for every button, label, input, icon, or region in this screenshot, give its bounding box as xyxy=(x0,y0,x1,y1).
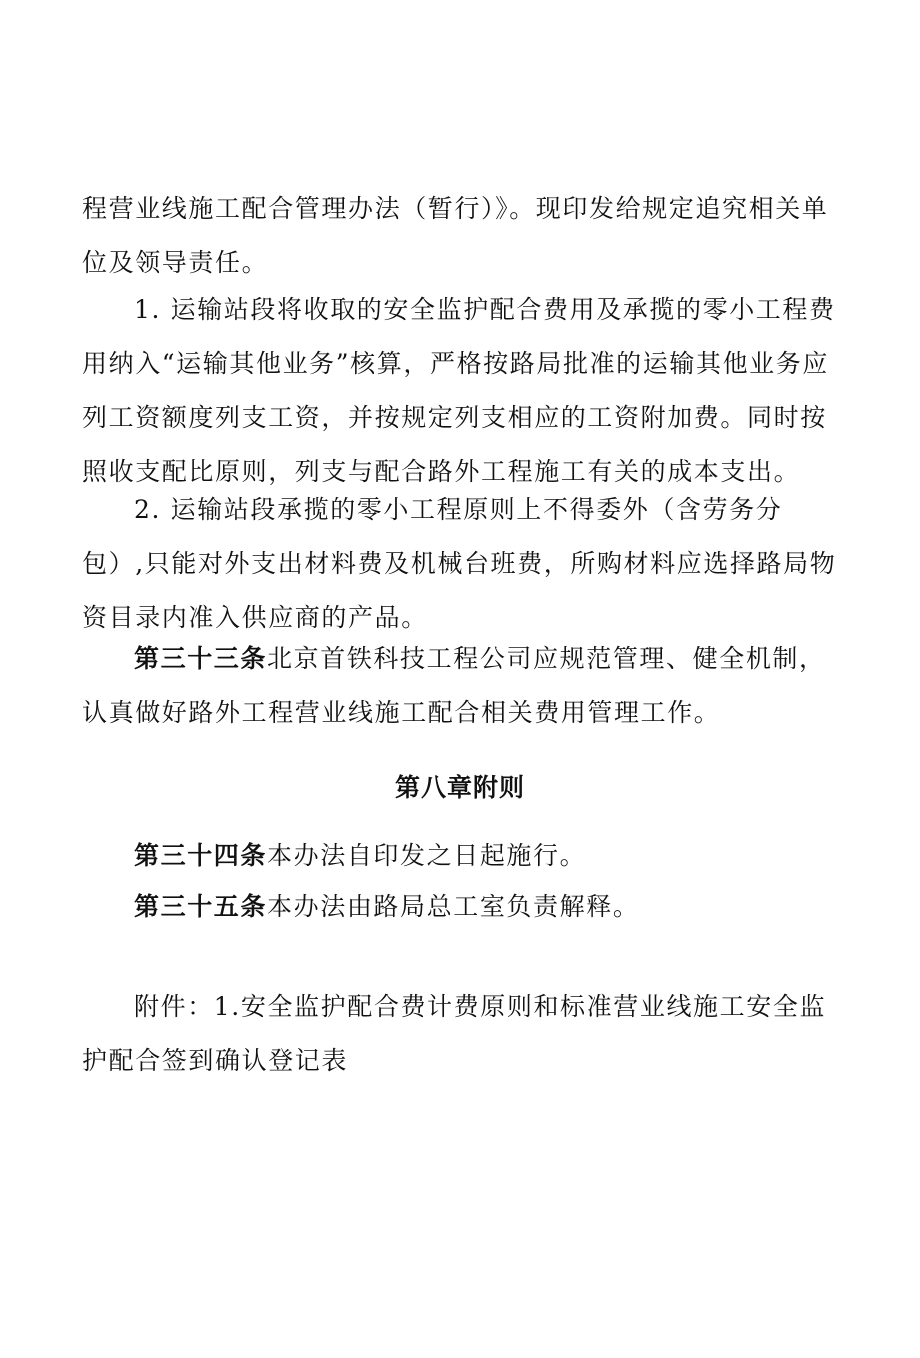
article-35-text: 本办法由路局总工室负责解释。 xyxy=(267,892,640,921)
paragraph-item-1: 1. 运输站段将收取的安全监护配合费用及承揽的零小工程费用纳入“运输其他业务”核算，严格按路局批准的运输其他业务应列工资额度列支工资，并按规定列支相应的工资附加费。同时按照收支配比原则，列支与配合路外工程施工有关的成本支出。 xyxy=(82,295,836,486)
article-34 xyxy=(82,829,842,883)
article-35 xyxy=(82,880,842,934)
chapter-8-heading: 第八章附则 xyxy=(394,773,525,802)
article-33-label: 第三十三条 xyxy=(134,644,268,673)
article-35-label: 第三十五条 xyxy=(134,892,268,921)
attachment-note: 附件：1.安全监护配合费计费原则和标准营业线施工安全监护配合签到确认登记表 xyxy=(82,992,827,1075)
article-33-text: 北京首铁科技工程公司应规范管理、健全机制，认真做好路外工程营业线施工配合相关费用管理工作。 xyxy=(82,644,826,727)
paragraph-continuation: 程营业线施工配合管理办法（暂行）》。现印发给规定追究相关单位及领导责任。 xyxy=(82,194,829,277)
article-34-text: 本办法自印发之日起施行。 xyxy=(267,841,587,870)
article-33 xyxy=(82,632,842,740)
paragraph-item-2: 2. 运输站段承揽的零小工程原则上不得委外（含劳务分包）,只能对外支出材料费及机械台班费，所购材料应选择路局物资目录内准入供应商的产品。 xyxy=(82,495,837,632)
article-34-label: 第三十四条 xyxy=(134,841,268,870)
